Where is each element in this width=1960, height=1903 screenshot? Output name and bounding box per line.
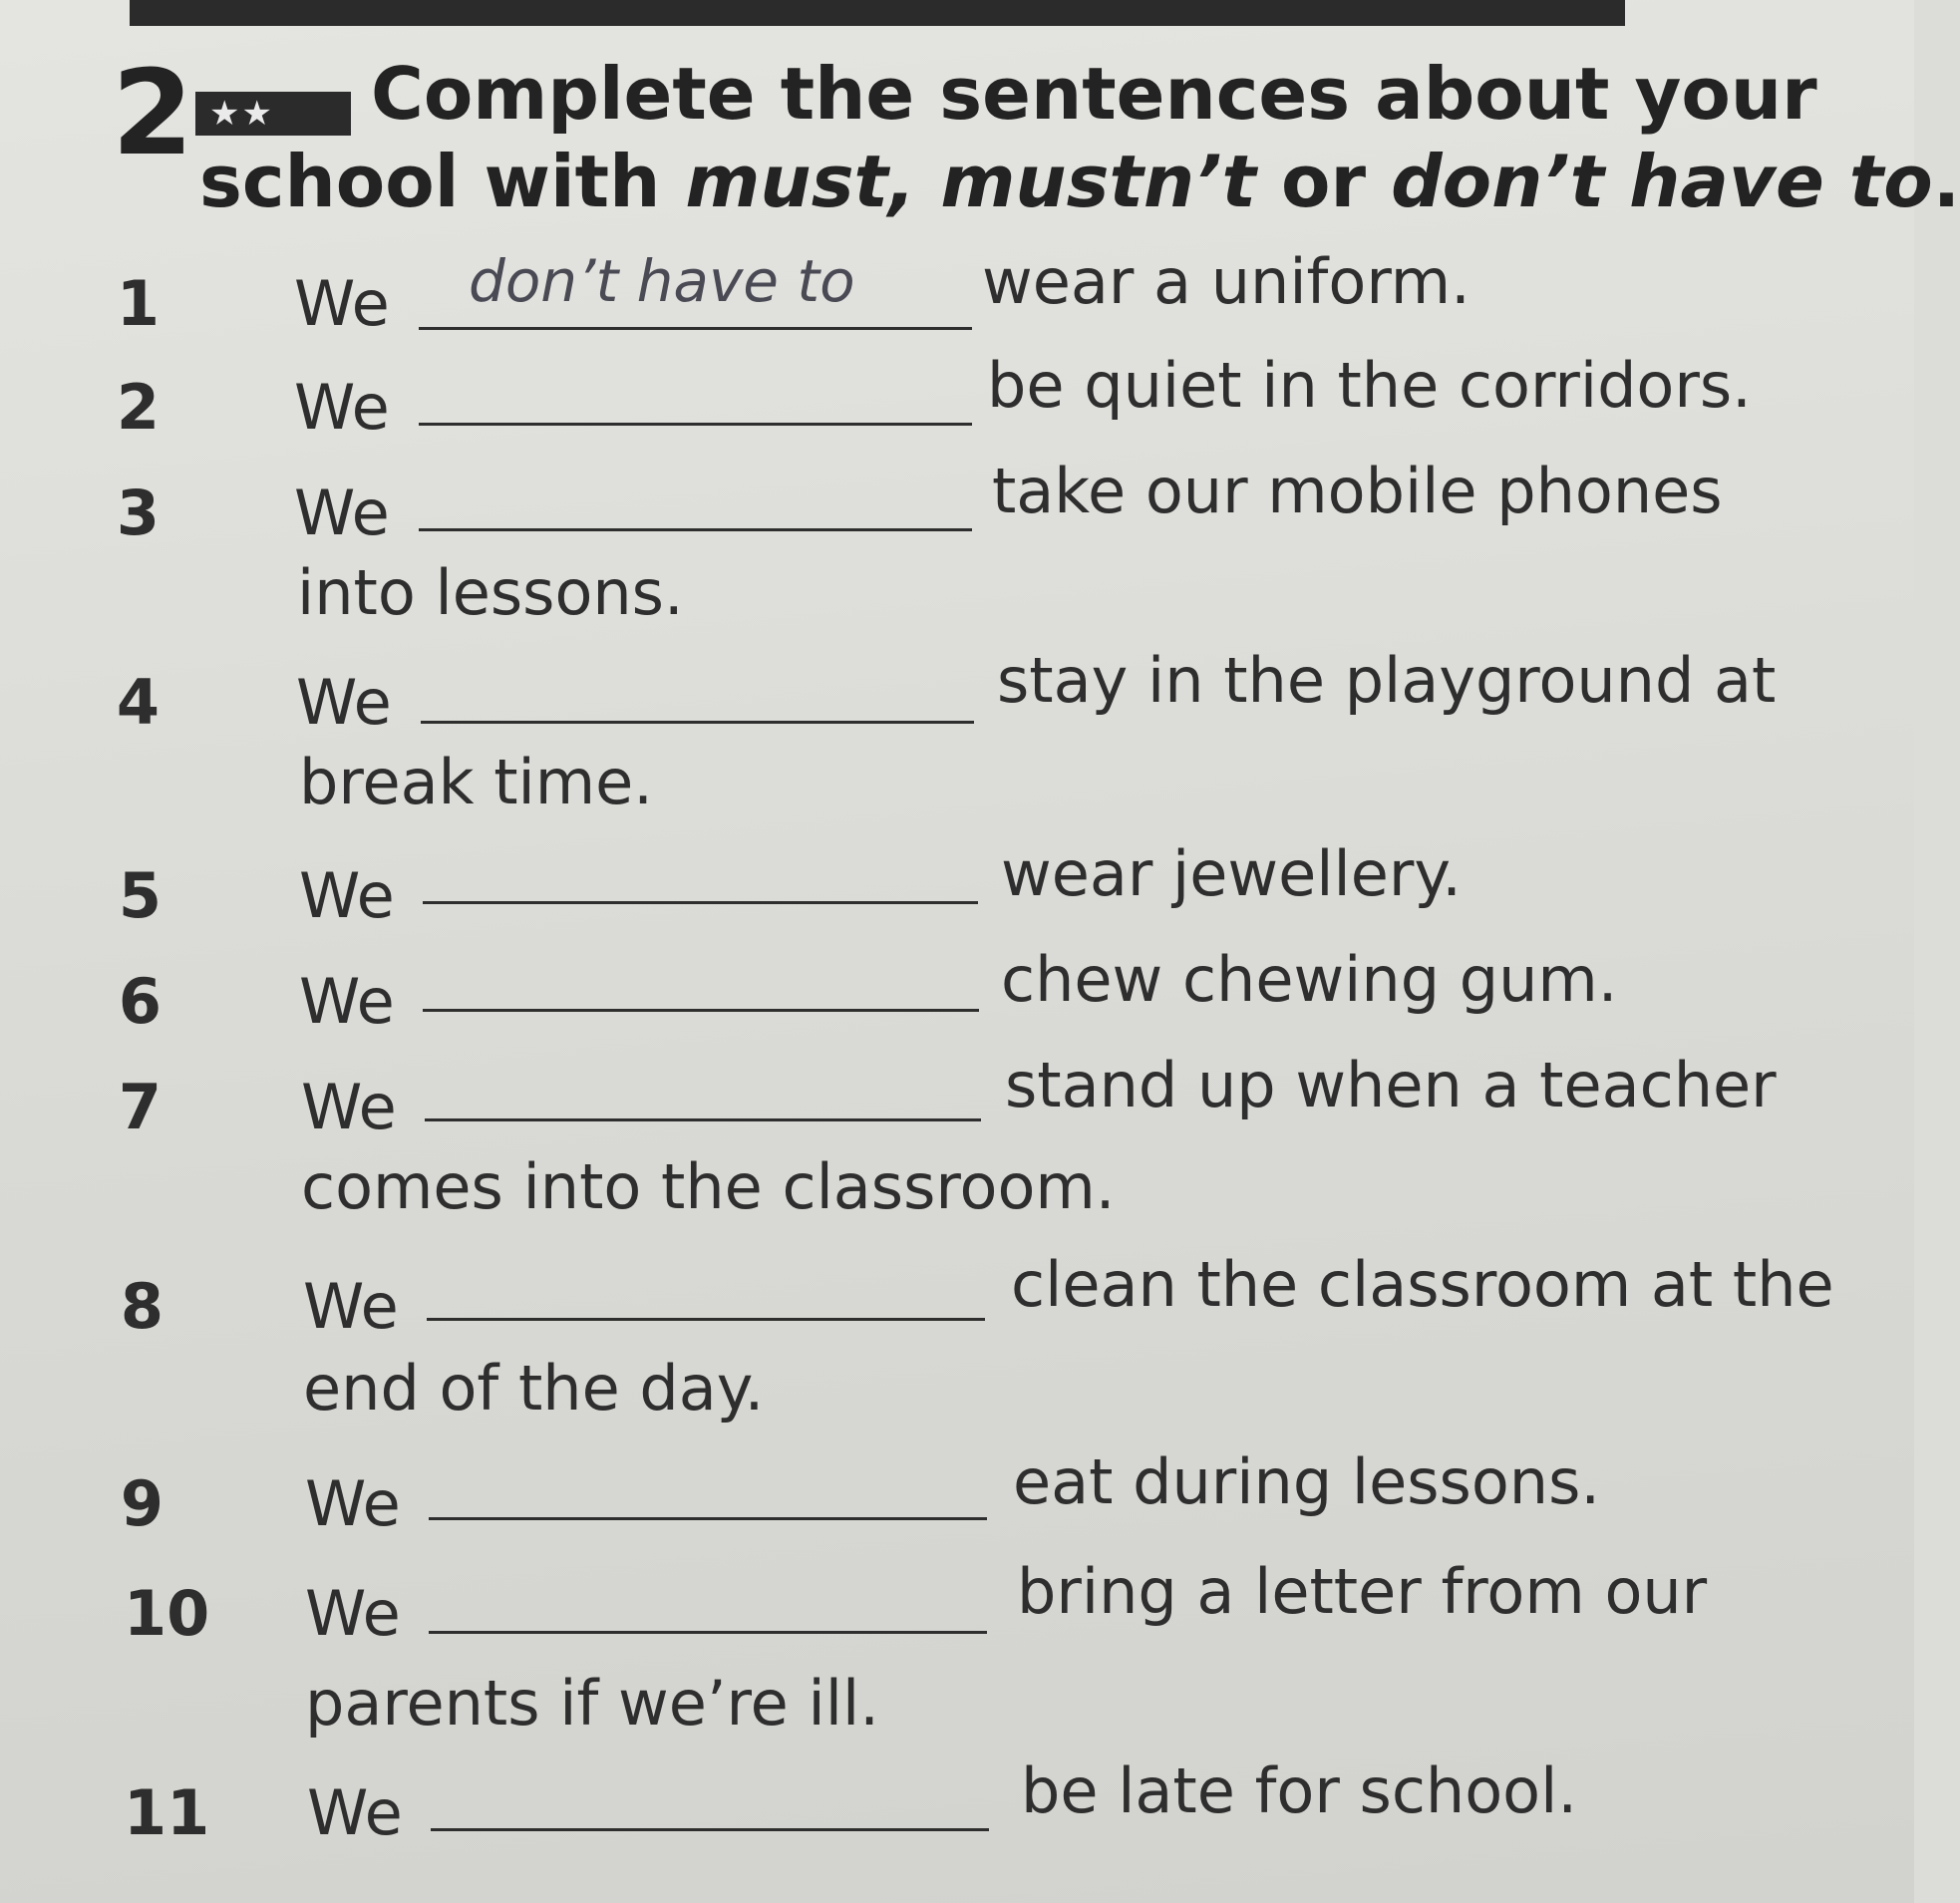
item-number: 3	[116, 476, 160, 549]
item-8-continuation: end of the day.	[303, 1352, 765, 1425]
item-subject: We	[299, 859, 395, 932]
answer-blank[interactable]	[425, 1118, 981, 1121]
item-10-continuation: parents if we’re ill.	[305, 1667, 879, 1740]
item-text: clean the classroom at the	[1011, 1248, 1834, 1321]
item-text: chew chewing gum.	[1001, 943, 1618, 1016]
answer-blank[interactable]	[431, 1828, 989, 1831]
item-number: 10	[124, 1577, 210, 1650]
item-subject: We	[294, 476, 390, 549]
answer-blank[interactable]	[419, 423, 972, 426]
item-subject: We	[299, 965, 395, 1038]
item-number: 6	[118, 965, 162, 1038]
item-subject: We	[301, 1071, 397, 1143]
item-subject: We	[303, 1270, 399, 1343]
item-number: 11	[124, 1776, 210, 1849]
item-text: stay in the playground at	[997, 644, 1777, 717]
answer-blank[interactable]	[419, 528, 972, 531]
item-number: 5	[118, 859, 162, 932]
instruction-line-1: Complete the sentences about your	[371, 52, 1817, 136]
answer-blank[interactable]	[423, 1009, 979, 1012]
item-number: 4	[116, 666, 160, 739]
item-subject: We	[296, 666, 392, 739]
item-3-continuation: into lessons.	[297, 556, 684, 629]
answer-blank[interactable]	[429, 1631, 987, 1634]
answer-blank[interactable]	[419, 327, 972, 330]
item-subject: We	[305, 1467, 401, 1540]
item-text: take our mobile phones	[992, 455, 1723, 527]
item-text: be late for school.	[1021, 1754, 1578, 1827]
item-4-continuation: break time.	[299, 746, 654, 818]
item-subject: We	[307, 1776, 403, 1849]
instruction-line-2: school with must, mustn’t or don’t have to.	[199, 140, 1960, 223]
item-text: be quiet in the corridors.	[987, 349, 1752, 422]
item-text: eat during lessons.	[1013, 1445, 1601, 1518]
item-number: 8	[120, 1270, 163, 1343]
answer-blank[interactable]	[421, 721, 974, 724]
top-bar	[130, 0, 1625, 26]
exercise-number: 2	[112, 44, 194, 181]
item-text: wear a uniform.	[982, 245, 1470, 318]
item-subject: We	[305, 1577, 401, 1650]
item-text: bring a letter from our	[1017, 1555, 1708, 1628]
answer-blank[interactable]	[427, 1318, 985, 1321]
answer-blank[interactable]	[423, 901, 978, 904]
item-7-continuation: comes into the classroom.	[301, 1150, 1116, 1223]
item-subject: We	[294, 371, 390, 444]
answer-blank[interactable]	[429, 1517, 987, 1520]
item-number: 1	[116, 267, 160, 340]
item-number: 7	[118, 1071, 162, 1143]
item-subject: We	[294, 267, 390, 340]
item-text: stand up when a teacher	[1005, 1049, 1777, 1121]
item-number: 9	[120, 1467, 163, 1540]
handwritten-answer-1: don’t have to	[469, 247, 855, 315]
item-number: 2	[116, 371, 160, 444]
difficulty-badge: ★★	[195, 92, 351, 136]
item-text: wear jewellery.	[1001, 837, 1462, 910]
